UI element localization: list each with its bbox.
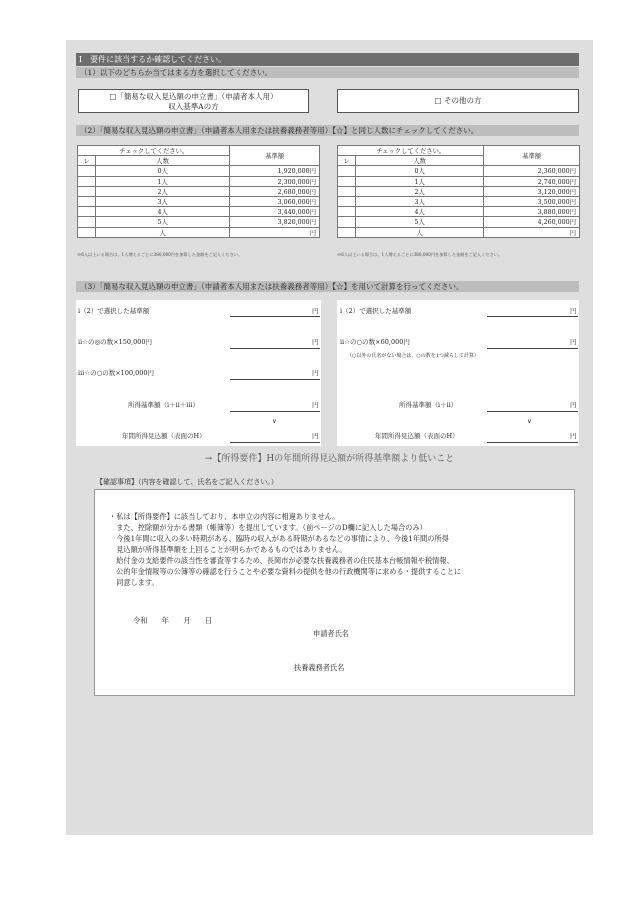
table-row	[338, 217, 580, 227]
applicant-name-input[interactable]	[365, 638, 555, 639]
income-standard-label: 所得基準額（ⅰ＋ⅱ）	[399, 401, 458, 409]
check-cell[interactable]	[338, 227, 356, 237]
circle-input[interactable]	[487, 348, 578, 349]
check-cell[interactable]	[78, 217, 96, 227]
option-a-line2: 収入基準Aの方	[168, 102, 219, 111]
amount-cell: 3,120,000円	[484, 186, 580, 196]
persons-cell: 1人	[95, 176, 229, 186]
yen-unit: 円	[312, 307, 319, 315]
q1-heading: （1）以下のどちらか当てはまる方を選択してください。	[76, 67, 579, 78]
amount-cell: 3,060,000円	[230, 196, 320, 206]
table-row	[78, 207, 320, 217]
base-amount-label: ⅰ（2）で選択した基準額	[340, 307, 412, 315]
table-row	[78, 227, 320, 237]
table-row	[338, 176, 580, 186]
amount-cell: 2,360,000円	[484, 166, 580, 176]
yen-unit: 円	[312, 401, 319, 409]
check-header: チェックしてください。	[338, 146, 484, 156]
persons-cell: 人	[95, 227, 229, 237]
annual-income-label: 年間所得見込額（表面のH）	[122, 432, 206, 440]
circle-label: ⅱ☆の○の数×60,000円	[340, 338, 410, 346]
persons-cell: 0人	[355, 166, 483, 176]
confirm-line: 同意します。	[109, 578, 159, 587]
confirmation-box	[94, 489, 575, 696]
income-standard-input[interactable]	[487, 411, 578, 412]
calc-panel-left	[76, 300, 321, 446]
table-row	[338, 227, 580, 237]
form-sheet	[66, 40, 593, 835]
amount-cell: 2,740,000円	[484, 176, 580, 186]
confirm-line: 見込額が所得基準額を上回ることが明らかであるものではありません。	[109, 545, 347, 554]
amount-cell: 3,500,000円	[484, 196, 580, 206]
yen-unit: 円	[570, 338, 577, 346]
check-cell[interactable]	[78, 207, 96, 217]
persons-cell: 4人	[95, 207, 229, 217]
table-row	[78, 196, 320, 206]
yen-unit: 円	[312, 338, 319, 346]
check-cell[interactable]	[338, 186, 356, 196]
check-cell[interactable]	[78, 166, 96, 176]
amount-header: 基準額	[230, 146, 320, 166]
guardian-name-label: 扶養義務者氏名	[294, 663, 345, 672]
amount-cell: 1,920,000円	[230, 166, 320, 176]
persons-cell: 1人	[355, 176, 483, 186]
amount-header: 基準額	[484, 146, 580, 166]
check-cell[interactable]	[338, 207, 356, 217]
amount-cell: 3,820,000円	[230, 217, 320, 227]
yen-unit: 円	[312, 432, 319, 440]
standard-table-left	[77, 145, 320, 238]
amount-cell: 2,300,000円	[230, 176, 320, 186]
check-cell[interactable]	[78, 186, 96, 196]
persons-cell: 5人	[95, 217, 229, 227]
check-cell[interactable]	[78, 227, 96, 237]
base-amount-label: ⅰ（2）で選択した基準額	[78, 307, 150, 315]
confirm-line: また、控除額が分かる書類（帳簿等）を提出しています。（前ページのD欄に記入した場合のみ）	[109, 523, 427, 532]
amount-cell: 円	[484, 227, 580, 237]
base-amount-input[interactable]	[230, 316, 320, 317]
annual-income-label: 年間所得見込額（表面のH）	[375, 432, 459, 440]
double-circle-input[interactable]	[230, 348, 320, 349]
standard-table-right	[337, 145, 580, 238]
table-note-right: ※6人以上いる場合は、1人増えるごとに380,000円を加算した金額をご記入ください。	[337, 252, 503, 257]
check-header: チェックしてください。	[78, 146, 230, 156]
confirm-line: 給付金の支給要件の該当性を審査等するため、長岡市が必要な扶養義務者の住民基本台帳情報や税情報、	[109, 556, 454, 565]
check-cell[interactable]	[78, 176, 96, 186]
table-row	[78, 176, 320, 186]
persons-header: 人数	[95, 156, 229, 166]
table-row	[78, 166, 320, 176]
confirm-line: 今後1年間に収入の多い時期がある、臨時の収入がある時期があるなどの事情により、今後1年間の所得	[109, 534, 449, 543]
yen-unit: 円	[312, 369, 319, 377]
amount-cell: 3,440,000円	[230, 207, 320, 217]
confirm-line: 公的年金情報等の公簿等の確認を行うことや必要な資料の提供を他の行政機関等に求める・提供することに	[109, 567, 462, 576]
check-cell[interactable]	[338, 217, 356, 227]
check-cell[interactable]	[338, 196, 356, 206]
persons-header: 人数	[355, 156, 483, 166]
annual-income-input[interactable]	[487, 442, 578, 443]
persons-cell: 2人	[95, 186, 229, 196]
confirm-line: ・私は【所得要件】に該当しており、本申立の内容に相違ありません。	[109, 512, 340, 521]
yen-unit: 円	[570, 307, 577, 315]
section-title: Ⅰ 要件に該当するか確認してください。	[76, 53, 579, 66]
compare-symbol: ∨	[527, 417, 532, 425]
check-mark-header: レ	[78, 156, 96, 166]
applicant-name-label: 申請者氏名	[313, 629, 349, 638]
persons-cell: 2人	[355, 186, 483, 196]
persons-cell: 0人	[95, 166, 229, 176]
q3-heading: （3）「簡易な収入見込額の申立書」（申請者本人用または扶養義務者等用）【☆】を用いて計算を行ってください。	[76, 281, 579, 292]
circle-input[interactable]	[230, 379, 320, 380]
option-a-line1: □「簡易な収入見込額の申立書」（申請者本人用）	[109, 92, 278, 101]
check-cell[interactable]	[78, 196, 96, 206]
circle-count-note: （○以外の氏名がない場合は、○の数を1つ減らして計算）	[347, 353, 479, 359]
q2-heading: （2）「簡易な収入見込額の申立書」（申請者本人用または扶養義務者等用）【☆】と同じ人数にチェックしてください。	[76, 125, 579, 136]
annual-income-input[interactable]	[230, 442, 320, 443]
persons-cell: 4人	[355, 207, 483, 217]
check-cell[interactable]	[338, 166, 356, 176]
yen-unit: 円	[570, 432, 577, 440]
income-standard-input[interactable]	[230, 411, 320, 412]
yen-unit: 円	[570, 401, 577, 409]
income-standard-label: 所得基準額（ⅰ＋ⅱ＋ⅲ）	[128, 401, 199, 409]
persons-cell: 5人	[355, 217, 483, 227]
amount-cell: 3,880,000円	[484, 207, 580, 217]
confirm-title: 【確認事項】（内容を確認して、氏名をご記入ください。）	[96, 478, 278, 486]
table-row	[78, 186, 320, 196]
table-row	[338, 196, 580, 206]
table-row	[338, 207, 580, 217]
double-circle-label: ⅱ☆の◎の数×150,000円	[78, 338, 152, 346]
option-other[interactable]: □ その他の方	[337, 89, 579, 113]
amount-cell: 4,260,000円	[484, 217, 580, 227]
calc-panel-right	[337, 300, 579, 446]
table-row	[78, 217, 320, 227]
table-row	[338, 186, 580, 196]
date-field[interactable]: 令和 年 月 日	[133, 616, 213, 625]
option-income-standard-a[interactable]	[78, 89, 309, 113]
amount-cell: 円	[230, 227, 320, 237]
compare-symbol: ∨	[272, 417, 277, 425]
table-note-left: ※6人以上いる場合は、1人増えるごとに380,000円を加算した金額をご記入ください。	[77, 252, 243, 257]
amount-cell: 2,680,000円	[230, 186, 320, 196]
persons-cell: 3人	[355, 196, 483, 206]
income-requirement-statement: →【所得要件】Hの年間所得見込額が所得基準額より低いこと	[204, 454, 455, 464]
guardian-name-input[interactable]	[365, 672, 555, 673]
table-row	[338, 166, 580, 176]
check-cell[interactable]	[338, 176, 356, 186]
base-amount-input[interactable]	[487, 316, 578, 317]
circle-label: ⅲ☆の○の数×100,000円	[78, 369, 155, 377]
persons-cell: 3人	[95, 196, 229, 206]
check-mark-header: レ	[338, 156, 356, 166]
persons-cell: 人	[355, 227, 483, 237]
